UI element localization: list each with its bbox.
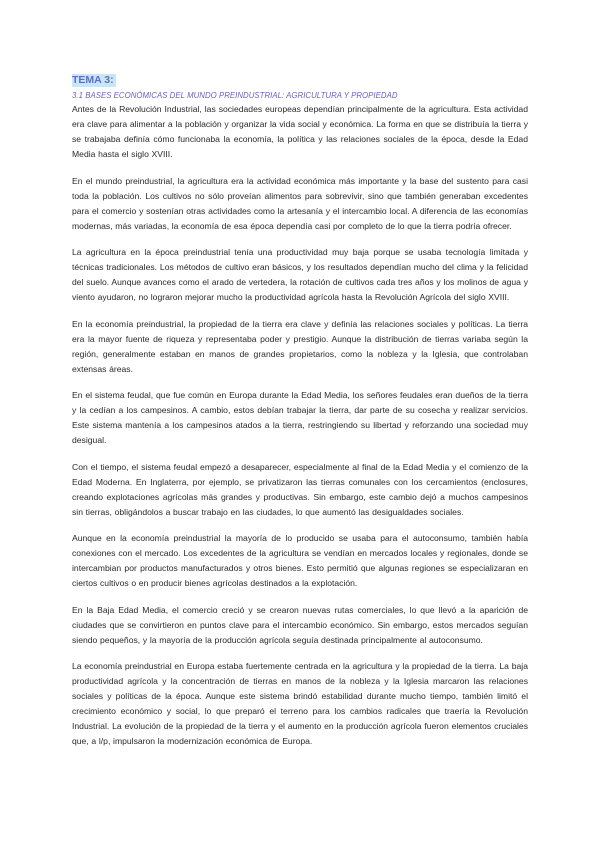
- paragraph-market-connections: Aunque en la economía preindustrial la mayoría de lo producido se usaba para el autoconsumo, también había conexiones con el mercado. Los excedentes de la agricultura se vendían en mercados locales y regionales, donde se intercambian por productos manufacturados y otros bienes. Esto permitió que algunas regiones se especializaran en ciertos cultivos o en producir bienes agrícolas destinados a la explotación.: [72, 533, 528, 588]
- paragraph-conclusion: La economía preindustrial en Europa estaba fuertemente centrada en la agricultura y la propiedad de la tierra. La baja productividad agrícola y la concentración de tierras en manos de la nobleza y la Iglesia marcaron las relaciones sociales y políticas de la época. Aunque este sistema brindó estabilidad durante mucho tiempo, también limitó el crecimiento económico y social, lo que preparó el terreno para los cambios radicales que traería la Revolución Industrial. La evolución de la propiedad de la tierra y el aumento en la producción agrícola fueron elementos cruciales que, a l/p, impulsaron la modernización económica de Europa.: [72, 661, 528, 746]
- paragraph-productivity: La agricultura en la época preindustrial tenía una productividad muy baja porque se usaba tecnología limitada y técnicas tradicionales. Los métodos de cultivo eran básicos, y los resultados dependían mucho del clima y la felicidad del suelo. Aunque avances como el arado de vertedera, la rotación de cultivos cada tres años y los molinos de agua y viento ayudaron, no lograron mejorar mucho la productividad agrícola hasta la Revolución Agrícola del siglo XVIII.: [72, 247, 528, 302]
- paragraph-agriculture-role: En el mundo preindustrial, la agricultura era la actividad económica más importante y la base del sustento para casi toda la población. Los cultivos no sólo proveían alimentos para sobrevivir, sino que también generaban excedentes para el comercio y sostenían otras actividades como la artesanía y el intercambio local. A diferencia de las economías modernas, más variadas, la economía de esa época dependía casi por completo de lo que la tierra podría ofrecer.: [72, 175, 528, 231]
- section-subtitle: 3.1 BASES ECONÓMICAS DEL MUNDO PREINDUSTRIAL: AGRICULTURA Y PROPIEDAD: [72, 91, 398, 100]
- paragraph-feudal-system: En el sistema feudal, que fue común en Europa durante la Edad Media, los señores feudales eran dueños de la tierra y la cedían a los campesinos. A cambio, estos debían trabajar la tierra, dar parte de su cosecha y realizar servicios. Este sistema mantenía a los campesinos atados a la tierra, restringiendo su libertad y reforzando una sociedad muy desigual.: [72, 390, 528, 445]
- paragraph-late-middle-ages: En la Baja Edad Media, el comercio creció y se crearon nuevas rutas comerciales, lo que llevó a la aparición de ciudades que se convirtieron en puntos clave para el intercambio económico. Sin embargo, estos mercados seguían siendo pequeños, y la mayoría de la producción agrícola seguía destinada principalmente al autoconsumo.: [72, 604, 528, 645]
- paragraph-intro: Antes de la Revolución Industrial, las sociedades europeas dependían principalmente de la agricultura. Esta actividad era clave para alimentar a la población y organizar la vida social y económica. La forma en que se distribuía la tierra y se trabajaba definía cómo funcionaba la economía, la política y las relaciones sociales de la época, desde la Edad Media hasta el siglo XVIII.: [72, 104, 528, 159]
- topic-heading: TEMA 3:: [72, 74, 114, 86]
- paragraph-feudal-decline: Con el tiempo, el sistema feudal empezó a desaparecer, especialmente al final de la Edad Media y el comienzo de la Edad Moderna. En Inglaterra, por ejemplo, se privatizaron las tierras comunales con los cercamientos (enclosures, creando explotaciones agrícolas más grandes y productivas. Sin embargo, este cambio dejó a muchos campesinos sin tierras, obligándolos a buscar trabajo en las ciudades, lo que aumentó las desigualdades sociales.: [72, 461, 528, 517]
- document-page: [72, 70, 528, 761]
- paragraph-land-ownership: En la economía preindustrial, la propiedad de la tierra era clave y definía las relaciones sociales y políticas. La tierra era la mayor fuente de riqueza y representaba poder y prestigio. Aunque la distribución de tierras variaba según la región, generalmente estaban en manos de grandes propietarios, como la nobleza y la Iglesia, que controlaban extensas áreas.: [72, 318, 528, 374]
